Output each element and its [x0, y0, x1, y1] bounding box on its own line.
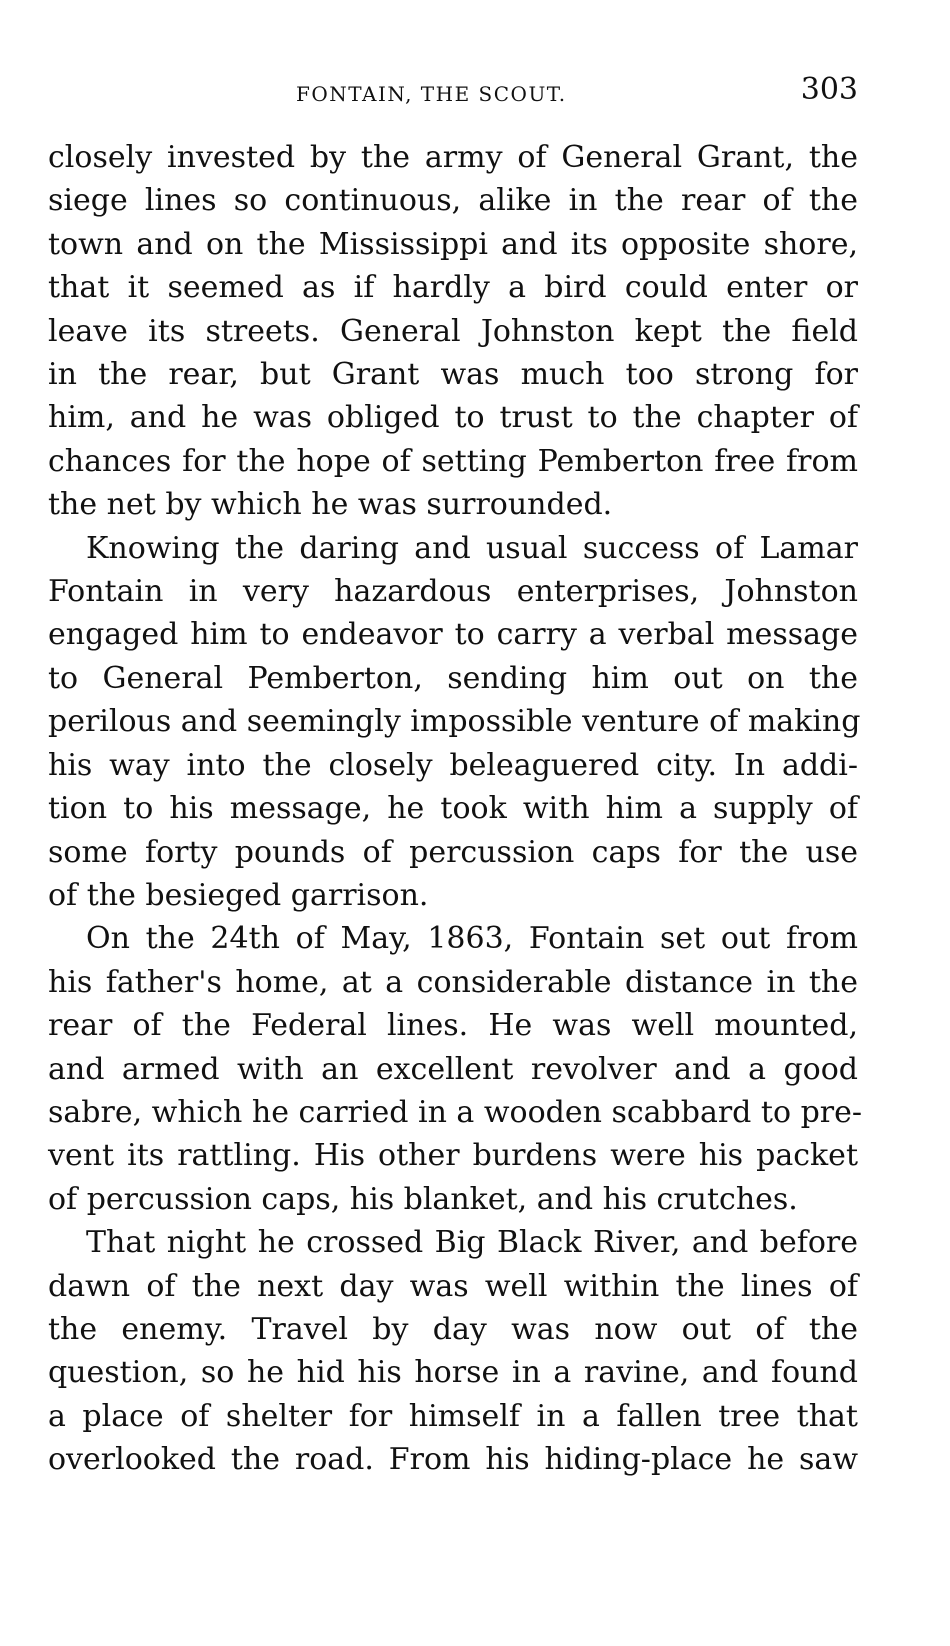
text-line: Fontain in very hazardous enterprises, Johnston [48, 574, 858, 610]
text-line: Knowing the daring and usual success of Lamar [86, 530, 858, 566]
text-line: town and on the Mississippi and its opposite shore, [48, 226, 858, 262]
book-page [48, 72, 863, 1482]
text-line: that it seemed as if hardly a bird could enter or [48, 270, 858, 306]
text-line: his way into the closely beleaguered city. In addi- [48, 747, 858, 783]
text-line: dawn of the next day was well within the lines of [48, 1268, 858, 1304]
text-line: of the besieged garrison. [48, 877, 429, 913]
text-line: closely invested by the army of General Grant, the [48, 140, 858, 175]
paragraph [48, 527, 861, 918]
text-line: leave its streets. General Johnston kept the field [48, 313, 858, 349]
text-line: perilous and seemingly impossible venture of making [48, 704, 861, 740]
text-line: vent its rattling. His other burdens were his packet [48, 1138, 858, 1174]
text-line: the net by which he was surrounded. [48, 487, 613, 523]
text-line: overlooked the road. From his hiding-place he saw [48, 1442, 858, 1478]
text-line: of percussion caps, his blanket, and his crutches. [48, 1181, 798, 1217]
text-line: his father's home, at a considerable distance in the [48, 964, 858, 1000]
text-line: chances for the hope of setting Pemberton free from [48, 443, 858, 479]
text-line: On the 24th of May, 1863, Fontain set out from [86, 921, 858, 957]
text-line: a place of shelter for himself in a fallen tree that [48, 1398, 858, 1434]
text-line: the enemy. Travel by day was now out of the [48, 1311, 858, 1347]
text-line: and armed with an excellent revolver and a good [48, 1051, 858, 1087]
running-head [48, 72, 858, 120]
text-line: him, and he was obliged to trust to the chapter of [48, 400, 858, 436]
paragraph [48, 917, 863, 1221]
paragraph [48, 1221, 858, 1481]
text-line: question, so he hid his horse in a ravine, and found [48, 1355, 858, 1391]
text-line: rear of the Federal lines. He was well mounted, [48, 1008, 858, 1044]
text-line: engaged him to endeavor to carry a verbal message [48, 617, 858, 653]
text-line: siege lines so continuous, alike in the rear of the [48, 183, 858, 219]
text-line: sabre, which he carried in a wooden scabbard to pre- [48, 1094, 863, 1130]
text-line: That night he crossed Big Black River, and before [86, 1225, 858, 1261]
text-line: in the rear, but Grant was much too strong for [48, 357, 858, 393]
running-title: FONTAIN, THE SCOUT. [296, 82, 567, 106]
body-text [48, 136, 863, 1482]
text-line: some forty pounds of percussion caps for the use [48, 834, 858, 870]
text-line: tion to his message, he took with him a supply of [48, 791, 858, 827]
text-line: to General Pemberton, sending him out on the [48, 660, 858, 696]
page-number: 303 [800, 72, 858, 107]
paragraph [48, 136, 858, 527]
